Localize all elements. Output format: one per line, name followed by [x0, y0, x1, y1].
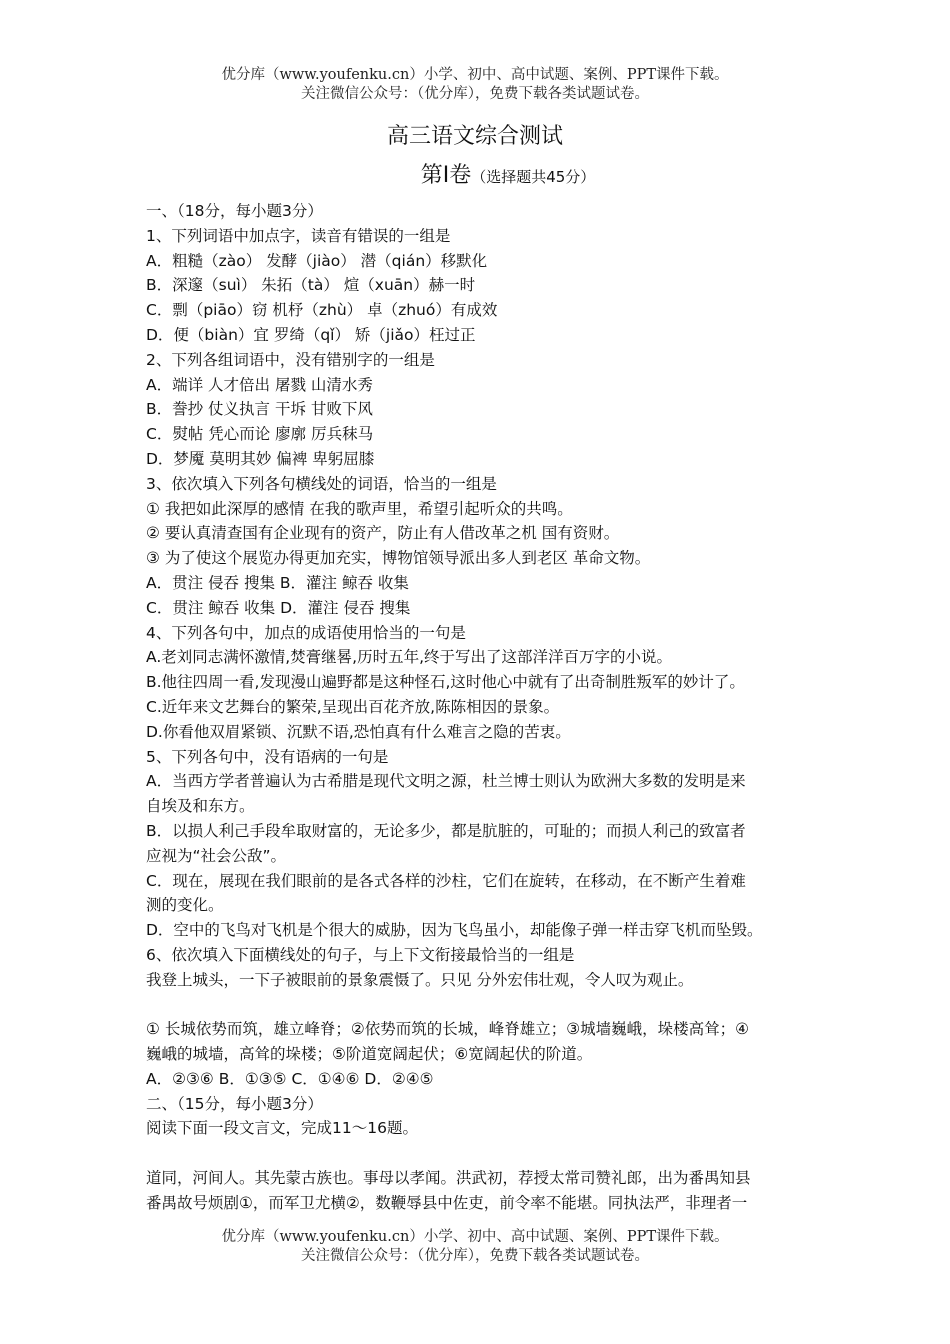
watermark-footer — [0, 1228, 950, 1266]
text-line: 阅读下面一段文言文，完成11～16题。 — [146, 1119, 418, 1138]
text-line: 测的变化。 — [146, 896, 224, 915]
text-line: D．便（biàn）宜 罗绮（qǐ） 矫（jiǎo）枉过正 — [146, 325, 476, 344]
text-line: A．端详 人才倍出 屠戮 山清水秀 — [146, 375, 373, 394]
text-line: A．②③⑥ B．①③⑤ C．①④⑥ D．②④⑤ — [146, 1069, 434, 1088]
text-line: 2、下列各组词语中，没有错别字的一组是 — [146, 350, 435, 369]
text-line: C．熨帖 凭心而论 廖廓 厉兵秣马 — [146, 425, 374, 444]
text-line: B．誊抄 仗义执言 干坼 甘败下风 — [146, 400, 373, 419]
text-line: ③ 为了使这个展览办得更加充实，博物馆领导派出多人到老区 革命文物。 — [146, 549, 651, 568]
volume-label: 第Ⅰ卷 — [420, 163, 472, 188]
text-line: D．空中的飞鸟对飞机是个很大的威胁，因为飞鸟虽小，却能像子弹一样击穿飞机而坠毁。 — [146, 921, 763, 940]
footer-line-2: 关注微信公众号：（优分库），免费下载各类试题试卷。 — [301, 1248, 649, 1264]
text-line: 1、下列词语中加点字，读音有错误的一组是 — [146, 226, 451, 245]
volume-note: （选择题共45分） — [471, 168, 596, 186]
text-line: 我登上城头，一下子被眼前的景象震慑了。只见 分外宏伟壮观，令人叹为观止。 — [146, 970, 694, 989]
text-line: C.近年来文艺舞台的繁荣,呈现出百花齐放,陈陈相因的景象。 — [146, 697, 560, 716]
header-line-1: 优分库（www.youfenku.cn）小学、初中、高中试题、案例、PPT课件下载。 — [221, 67, 729, 83]
text-line: D．梦魇 莫明其妙 偏裨 卑躬屈膝 — [146, 449, 375, 468]
volume-heading — [0, 160, 950, 193]
text-line: B.他往四周一看,发现漫山遍野都是这种怪石,这时他心中就有了出奇制胜叛军的妙计了。 — [146, 673, 745, 692]
header-line-2: 关注微信公众号：（优分库），免费下载各类试题试卷。 — [301, 86, 649, 102]
text-line — [146, 993, 810, 1018]
text-line: B．深邃（suì） 朱拓（tà） 煊（xuān）赫一时 — [146, 276, 476, 295]
text-line: B．以损人利己手段牟取财富的，无论多少，都是肮脏的，可耻的；而损人利己的致富者 — [146, 821, 746, 840]
text-line — [146, 1141, 810, 1166]
text-line: ① 长城依势而筑，雄立峰脊；②依势而筑的长城，峰脊雄立；③城墙巍峨，垛楼高耸；④ — [146, 1020, 750, 1039]
text-line: ① 我把如此深厚的感情 在我的歌声里，希望引起听众的共鸣。 — [146, 499, 573, 518]
document-body — [146, 199, 810, 1216]
text-line: 巍峨的城墙，高耸的垛楼；⑤阶道宽阔起伏；⑥宽阔起伏的阶道。 — [146, 1045, 593, 1064]
text-line: 二、（15分，每小题3分） — [146, 1094, 323, 1113]
text-line: A.老刘同志满怀激情,焚膏继晷,历时五年,终于写出了这部洋洋百万字的小说。 — [146, 648, 673, 667]
text-line: 4、下列各句中，加点的成语使用恰当的一句是 — [146, 623, 466, 642]
text-line: 道同，河间人。其先蒙古族也。事母以孝闻。洪武初，荐授太常司赞礼郎，出为番禺知县 — [146, 1169, 751, 1188]
text-line: 自埃及和东方。 — [146, 797, 255, 816]
exam-title: 高三语文综合测试 — [386, 124, 563, 149]
text-line: 6、依次填入下面横线处的句子，与上下文衔接最恰当的一组是 — [146, 945, 575, 964]
text-line: 番禺故号烦剧①，而军卫尤横②，数鞭辱县中佐吏，前令率不能堪。同执法严，非理者一 — [146, 1193, 748, 1212]
text-line: 5、下列各句中，没有语病的一句是 — [146, 747, 389, 766]
footer-line-1: 优分库（www.youfenku.cn）小学、初中、高中试题、案例、PPT课件下载。 — [221, 1229, 729, 1245]
text-line: C．贯注 鲸吞 收集 D．灌注 侵吞 搜集 — [146, 598, 411, 617]
text-line: ② 要认真清查国有企业现有的资产，防止有人借改革之机 国有资财。 — [146, 524, 620, 543]
watermark-header — [0, 66, 950, 104]
text-line: A．粗糙（zào） 发酵（jiào） 潜（qián）移默化 — [146, 251, 488, 270]
text-line: 3、依次填入下列各句横线处的词语，恰当的一组是 — [146, 474, 497, 493]
text-line: C．现在，展现在我们眼前的是各式各样的沙柱，它们在旋转，在移动，在不断产生着难 — [146, 871, 746, 890]
text-line: A．当西方学者普遍认为古希腊是现代文明之源，杜兰博士则认为欧洲大多数的发明是来 — [146, 772, 746, 791]
text-line: C．剽（piāo）窃 机杼（zhù） 卓（zhuó）有成效 — [146, 301, 498, 320]
text-line: 应视为“社会公敌”。 — [146, 846, 287, 865]
text-line: 一、（18分，每小题3分） — [146, 202, 323, 220]
text-line: A．贯注 侵吞 搜集 B．灌注 鲸吞 收集 — [146, 573, 409, 592]
text-line: D.你看他双眉紧锁、沉默不语,恐怕真有什么难言之隐的苦衷。 — [146, 722, 571, 741]
